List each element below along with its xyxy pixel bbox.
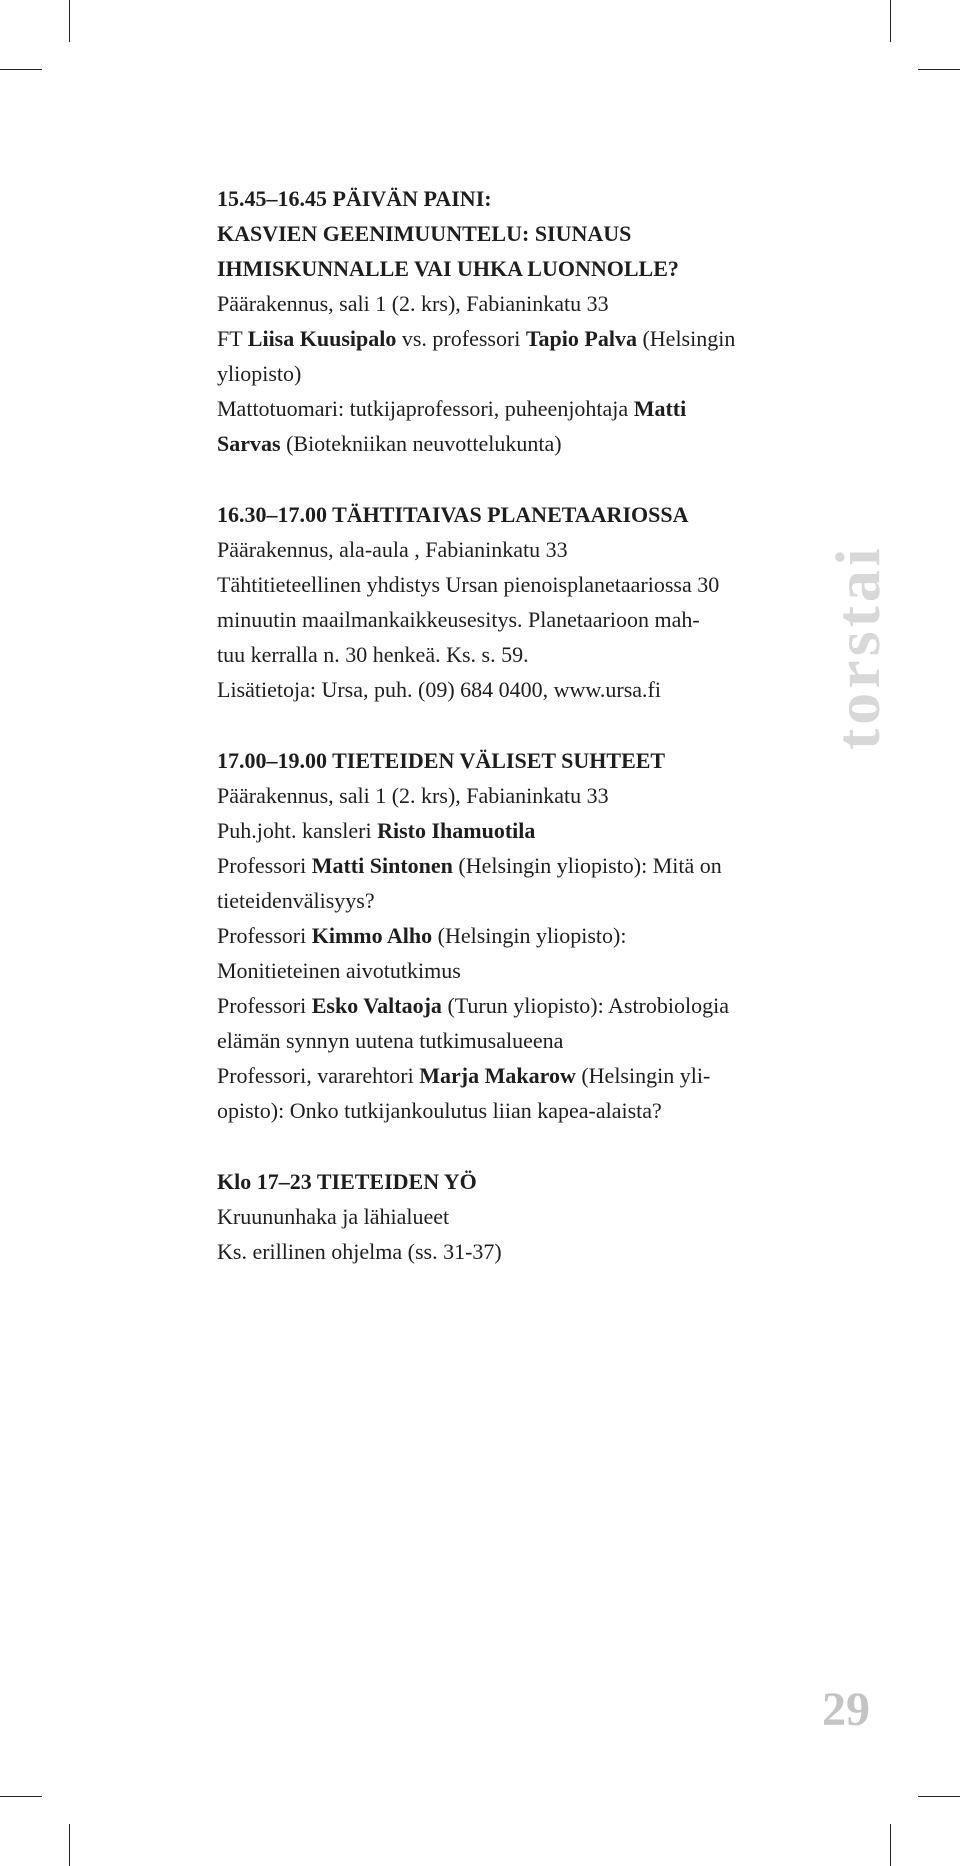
crop-mark-bottom-left-h — [0, 1796, 42, 1797]
speaker-name: Sarvas — [217, 431, 281, 456]
talk-line: Monitieteinen aivotutkimus — [217, 958, 461, 983]
session-venue: Päärakennus, sali 1 (2. krs), Fabianinkatu 33 — [217, 783, 609, 808]
speaker-name: Matti — [633, 396, 687, 421]
speaker-name: Matti Sintonen — [311, 853, 453, 878]
referee-line: Sarvas (Biotekniikan neuvottelukunta) — [217, 431, 562, 456]
crop-mark-top-right-h — [918, 69, 960, 70]
session-title: IHMISKUNNALLE VAI UHKA LUONNOLLE? — [217, 256, 679, 281]
page-number: 29 — [822, 1683, 870, 1736]
crop-mark-top-left-h — [0, 69, 42, 70]
crop-mark-top-left — [69, 0, 70, 42]
session-venue: Päärakennus, ala-aula , Fabianinkatu 33 — [217, 537, 568, 562]
session-title: KASVIEN GEENIMUUNTELU: SIUNAUS — [217, 221, 632, 246]
session-planetaario — [217, 497, 817, 707]
talk-line: Professori Kimmo Alho (Helsingin yliopisto): — [217, 923, 627, 948]
chair-line: Puh.joht. kansleri Risto Ihamuotila — [217, 818, 536, 843]
session-paivan-paini — [217, 181, 817, 461]
session-venue: Päärakennus, sali 1 (2. krs), Fabianinkatu 33 — [217, 291, 609, 316]
talk-line: elämän synnyn uutena tutkimusalueena — [217, 1028, 564, 1053]
speaker-name: Tapio Palva — [525, 326, 637, 351]
session-contact: Lisätietoja: Ursa, puh. (09) 684 0400, www.ursa.fi — [217, 677, 661, 702]
program-content — [217, 181, 817, 1269]
session-reference: Ks. erillinen ohjelma (ss. 31-37) — [217, 1239, 502, 1264]
speaker-name: Esko Valtaoja — [311, 993, 442, 1018]
talk-line: tieteidenvälisyys? — [217, 888, 375, 913]
session-title: 15.45–16.45 PÄIVÄN PAINI: — [217, 186, 492, 211]
session-description: Tähtitieteellinen yhdistys Ursan pienoisplanetaariossa 30 — [217, 572, 720, 597]
referee-line: Mattotuomari: tutkijaprofessori, puheenjohtaja Matti — [217, 396, 687, 421]
speakers-line: FT Liisa Kuusipalo vs. professori Tapio Palva (Helsingin — [217, 326, 736, 351]
session-title: 17.00–19.00 TIETEIDEN VÄLISET SUHTEET — [217, 748, 666, 773]
session-tieteiden-valiset-suhteet — [217, 743, 817, 1128]
day-side-tab: torstai — [822, 544, 893, 750]
talk-line: opisto): Onko tutkijankoulutus liian kapea-alaista? — [217, 1098, 662, 1123]
session-title: Klo 17–23 TIETEIDEN YÖ — [217, 1169, 477, 1194]
speaker-name: Risto Ihamuotila — [377, 818, 536, 843]
session-tieteiden-yo — [217, 1164, 817, 1269]
speakers-line: yliopisto) — [217, 361, 302, 386]
session-title: 16.30–17.00 TÄHTITAIVAS PLANETAARIOSSA — [217, 502, 689, 527]
session-description: minuutin maailmankaikkeusesitys. Planetaarioon mah- — [217, 607, 700, 632]
speaker-name: Liisa Kuusipalo — [247, 326, 397, 351]
speaker-name: Marja Makarow — [419, 1063, 576, 1088]
speaker-name: Kimmo Alho — [311, 923, 433, 948]
talk-line: Professori Matti Sintonen (Helsingin yliopisto): Mitä on — [217, 853, 722, 878]
crop-mark-bottom-left — [69, 1824, 70, 1866]
session-description: tuu kerralla n. 30 henkeä. Ks. s. 59. — [217, 642, 529, 667]
crop-mark-top-right — [890, 0, 891, 42]
session-venue: Kruununhaka ja lähialueet — [217, 1204, 450, 1229]
talk-line: Professori Esko Valtaoja (Turun yliopisto): Astrobiologia — [217, 993, 729, 1018]
crop-mark-bottom-right — [890, 1824, 891, 1866]
talk-line: Professori, vararehtori Marja Makarow (Helsingin yli- — [217, 1063, 711, 1088]
crop-mark-bottom-right-h — [918, 1796, 960, 1797]
